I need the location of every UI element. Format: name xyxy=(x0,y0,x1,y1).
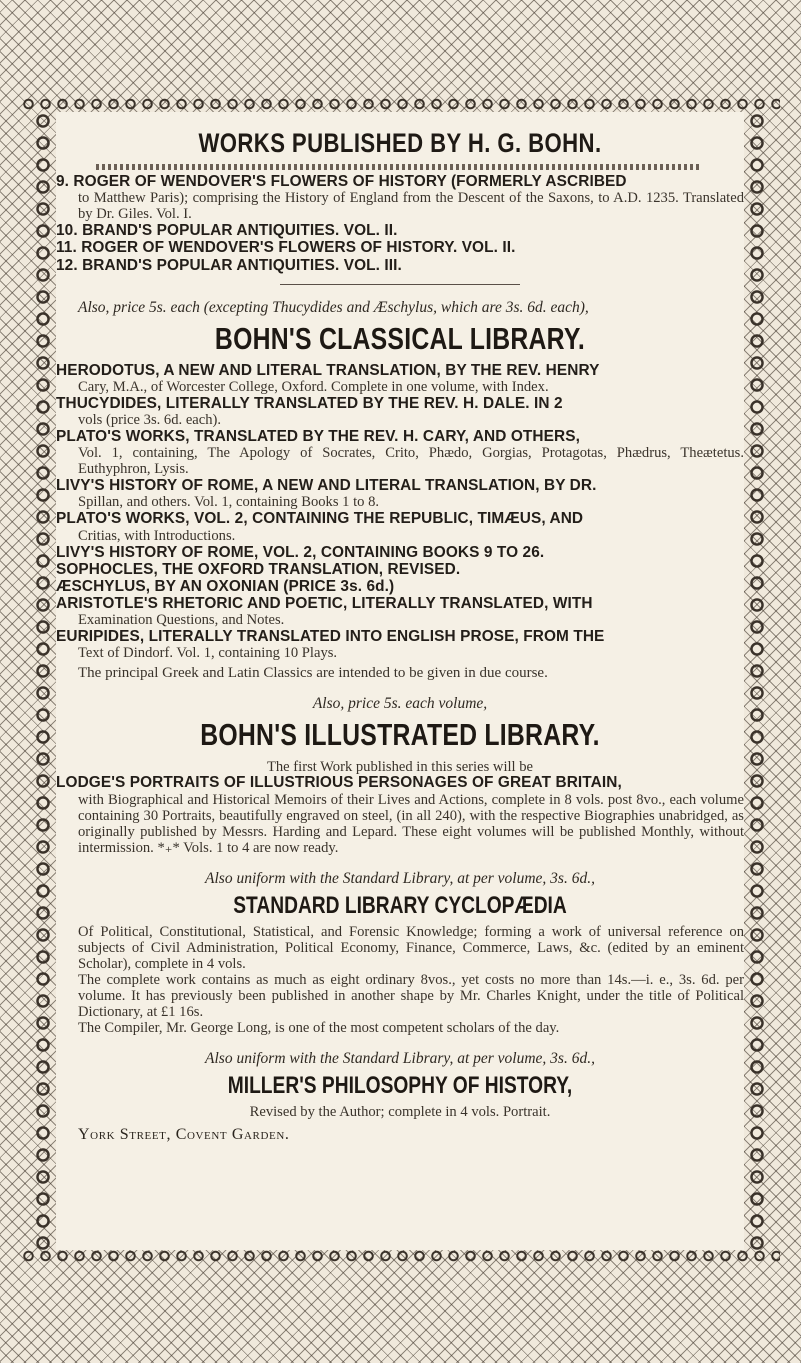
wavy-rule xyxy=(96,164,700,170)
list-item xyxy=(56,545,744,561)
classical-price-note: Also, price 5s. each (excepting Thucydides and Æschylus, which are 3s. 6d. each), xyxy=(78,298,589,316)
entry-title: PLATO'S WORKS, TRANSLATED BY THE REV. H. CARY, AND OTHERS, xyxy=(56,428,580,446)
entry-title: ARISTOTLE'S RHETORIC AND POETIC, LITERALLY TRANSLATED, WITH xyxy=(56,595,593,613)
illustrated-price-note: Also, price 5s. each volume, xyxy=(312,695,488,713)
entry-desc: Cary, M.A., of Worcester College, Oxford. Complete in one volume, with Index. xyxy=(78,378,549,395)
entry-title: 9. ROGER OF WENDOVER'S FLOWERS OF HISTORY (FORMERLY ASCRIBED xyxy=(56,173,627,190)
entry-desc: Examination Questions, and Notes. xyxy=(78,612,285,629)
entry-title: ÆSCHYLUS, BY AN OXONIAN (PRICE 3s. 6d.) xyxy=(56,577,395,595)
entry-title: LIVY'S HISTORY OF ROME, A NEW AND LITERAL TRANSLATION, BY DR. xyxy=(56,477,597,495)
list-item xyxy=(56,629,744,661)
miller-price-note: Also uniform with the Standard Library, at per volume, 3s. 6d., xyxy=(205,1049,595,1067)
list-item xyxy=(56,596,744,628)
list-item xyxy=(56,240,744,256)
entry-desc: Vol. 1, containing, The Apology of Socrates, Crito, Phædo, Gorgias, Protagotas, Phædrus, Theætetus. Euthyphron, Lysis. xyxy=(78,445,744,478)
advertisement-page xyxy=(56,112,744,1250)
list-item xyxy=(56,562,744,578)
entry-title: EURIPIDES, LITERALLY TRANSLATED INTO ENGLISH PROSE, FROM THE xyxy=(56,628,605,646)
entry-desc: Critias, with Introductions. xyxy=(78,527,236,544)
entry-desc: with Biographical and Historical Memoirs of their Lives and Actions, complete in 8 vols. post 8vo., each volume containing 30 Portraits, beautifully engraved on steel, (in all 240), with the respective Biographies unabridged, as originally published by Messrs. Harding and Lepard. These eight volumes will be published Monthly, without intermission. *₊* Vols. 1 to 4 are now ready. xyxy=(78,791,744,856)
entry-title: PLATO'S WORKS, VOL. 2, CONTAINING THE REPUBLIC, TIMÆUS, AND xyxy=(56,510,584,528)
classical-closing: The principal Greek and Latin Classics are intended to be given in due course. xyxy=(78,665,548,682)
entry-title: HERODOTUS, A NEW AND LITERAL TRANSLATION, BY THE REV. HENRY xyxy=(56,361,600,379)
entry-title: LODGE'S PORTRAITS OF ILLUSTRIOUS PERSONAGES OF GREAT BRITAIN, xyxy=(56,774,622,792)
list-item xyxy=(56,511,744,543)
entry-title: 10. BRAND'S POPULAR ANTIQUITIES. VOL. II. xyxy=(56,222,398,240)
right-side-ornament xyxy=(744,110,770,1250)
entry-title: 12. BRAND'S POPULAR ANTIQUITIES. VOL. III. xyxy=(56,256,402,274)
cyclopaedia-desc: Of Political, Constitutional, Statistical, and Forensic Knowledge; forming a work of universal reference on subjects of Civil Administration, Political Economy, Finance, Commerce, Laws, &c. (edited by an eminent Scholar), complete in 4 vols. xyxy=(78,923,744,972)
classical-library-title: BOHN'S CLASSICAL LIBRARY. xyxy=(214,320,586,356)
list-item xyxy=(56,174,744,222)
entry-title: SOPHOCLES, THE OXFORD TRANSLATION, REVISED. xyxy=(56,560,461,578)
list-item xyxy=(56,579,744,595)
entry-title: LIVY'S HISTORY OF ROME, VOL. 2, CONTAINING BOOKS 9 TO 26. xyxy=(56,543,545,561)
cyclopaedia-desc-3: The Compiler, Mr. George Long, is one of the most competent scholars of the day. xyxy=(78,1019,560,1036)
illustrated-intro: The first Work published in this series will be xyxy=(266,759,534,776)
top-chain-ornament xyxy=(20,96,780,112)
entry-title: THUCYDIDES, LITERALLY TRANSLATED BY THE REV. H. DALE. IN 2 xyxy=(56,394,563,412)
bottom-chain-ornament xyxy=(20,1248,780,1264)
entry-desc: Spillan, and others. Vol. 1, containing Books 1 to 8. xyxy=(78,494,380,511)
left-side-ornament xyxy=(30,110,56,1250)
entry-title: 11. ROGER OF WENDOVER'S FLOWERS OF HISTORY. VOL. II. xyxy=(56,239,516,257)
cyclopaedia-desc-2: The complete work contains as much as eight ordinary 8vos., yet costs no more than 14s.—i. e., 3s. 6d. per volume. It has previously been published in another shape by Mr. Charles Knight, under the title of Political Dictionary, at £1 16s. xyxy=(78,971,744,1020)
cyclopaedia-title: STANDARD LIBRARY CYCLOPÆDIA xyxy=(233,891,567,919)
content xyxy=(56,174,744,1144)
list-item xyxy=(56,478,744,510)
entry-desc: to Matthew Paris); comprising the History of England from the Descent of the Saxons, to A.D. 1235. Translated by Dr. Giles. Vol. I. xyxy=(78,190,744,223)
divider xyxy=(280,284,520,285)
list-item xyxy=(56,775,744,855)
list-item xyxy=(56,429,744,477)
entry-desc: vols (price 3s. 6d. each). xyxy=(78,412,222,429)
list-item xyxy=(56,223,744,239)
list-item xyxy=(56,258,744,274)
list-item xyxy=(56,363,744,395)
page-title: WORKS PUBLISHED BY H. G. BOHN. xyxy=(198,128,602,158)
entry-desc: Text of Dindorf. Vol. 1, containing 10 Plays. xyxy=(78,645,338,662)
illustrated-library-title: BOHN'S ILLUSTRATED LIBRARY. xyxy=(200,717,600,753)
list-item xyxy=(56,396,744,428)
miller-desc: Revised by the Author; complete in 4 vols. Portrait. xyxy=(249,1103,551,1120)
miller-title: MILLER'S PHILOSOPHY OF HISTORY, xyxy=(227,1071,573,1099)
cyclopaedia-price-note: Also uniform with the Standard Library, at per volume, 3s. 6d., xyxy=(205,869,595,887)
publisher-address: York Street, Covent Garden. xyxy=(78,1125,290,1143)
